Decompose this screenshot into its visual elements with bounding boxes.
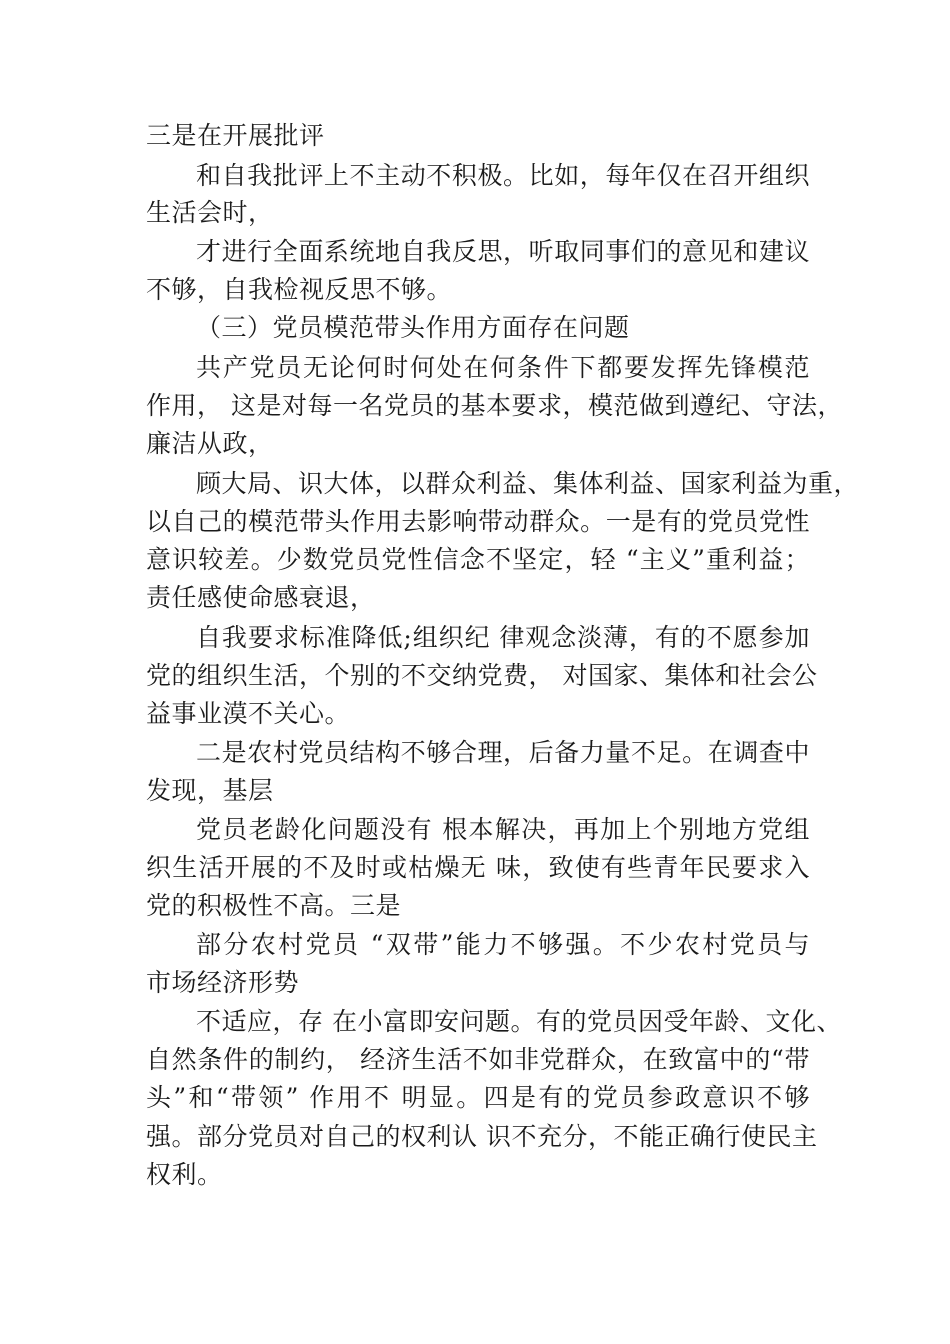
paragraph-line: 党的积极性不高。三是 [146, 891, 402, 920]
paragraph-line: 意识较差。少数党员党性信念不坚定，轻 “主义”重利益； [146, 545, 810, 574]
paragraph-line: 作用， 这是对每一名党员的基本要求，模范做到遵纪、守法， [146, 391, 843, 420]
paragraph-line: 织生活开展的不及时或枯燥无 味，致使有些青年民要求入 [146, 853, 810, 882]
paragraph-line: 共产党员无论何时何处在何条件下都要发挥先锋模范 [196, 353, 810, 382]
paragraph-line: 自然条件的制约， 经济生活不如非党群众，在致富中的“带 [146, 1045, 810, 1074]
paragraph-line: 部分农村党员 “双带”能力不够强。不少农村党员与 [196, 930, 810, 959]
paragraph-line: 发现，基层 [146, 776, 274, 805]
paragraph-line: 以自己的模范带头作用去影响带动群众。一是有的党员党性 [146, 507, 810, 536]
paragraph-line: 三是在开展批评 [146, 121, 325, 150]
paragraph-line: 廉洁从政， [146, 429, 274, 458]
paragraph-line: 益事业漠不关心。 [146, 699, 351, 728]
paragraph-line: 强。部分党员对自己的权利认 识不充分，不能正确行使民主 [146, 1122, 818, 1151]
paragraph-line: 党的组织生活，个别的不交纳党费， 对国家、集体和社会公 [146, 661, 818, 690]
paragraph-line: 责任感使命感衰退， [146, 583, 376, 612]
section-heading: （三）党员模范带头作用方面存在问题 [196, 313, 630, 342]
paragraph-line: 党员老龄化问题没有 根本解决，再加上个别地方党组 [196, 815, 810, 844]
paragraph-line: 不适应，存 在小富即安问题。有的党员因受年龄、文化、 [196, 1007, 842, 1036]
paragraph-line: 市场经济形势 [146, 968, 300, 997]
paragraph-line: 生活会时， [146, 198, 274, 227]
paragraph-line: 顾大局、识大体，以群众利益、集体利益、国家利益为重， [196, 469, 860, 498]
paragraph-line: 头”和“带领” 作用不 明显。四是有的党员参政意识不够 [146, 1083, 810, 1112]
paragraph-line: 二是农村党员结构不够合理，后备力量不足。在调查中 [196, 738, 810, 767]
paragraph-line: 自我要求标准降低;组织纪 律观念淡薄，有的不愿参加 [196, 623, 810, 652]
paragraph-line: 才进行全面系统地自我反思，听取同事们的意见和建议 [196, 237, 810, 266]
paragraph-line: 和自我批评上不主动不积极。比如，每年仅在召开组织 [196, 161, 810, 190]
paragraph-line: 不够，自我检视反思不够。 [146, 275, 453, 304]
paragraph-line: 权利。 [146, 1160, 223, 1189]
